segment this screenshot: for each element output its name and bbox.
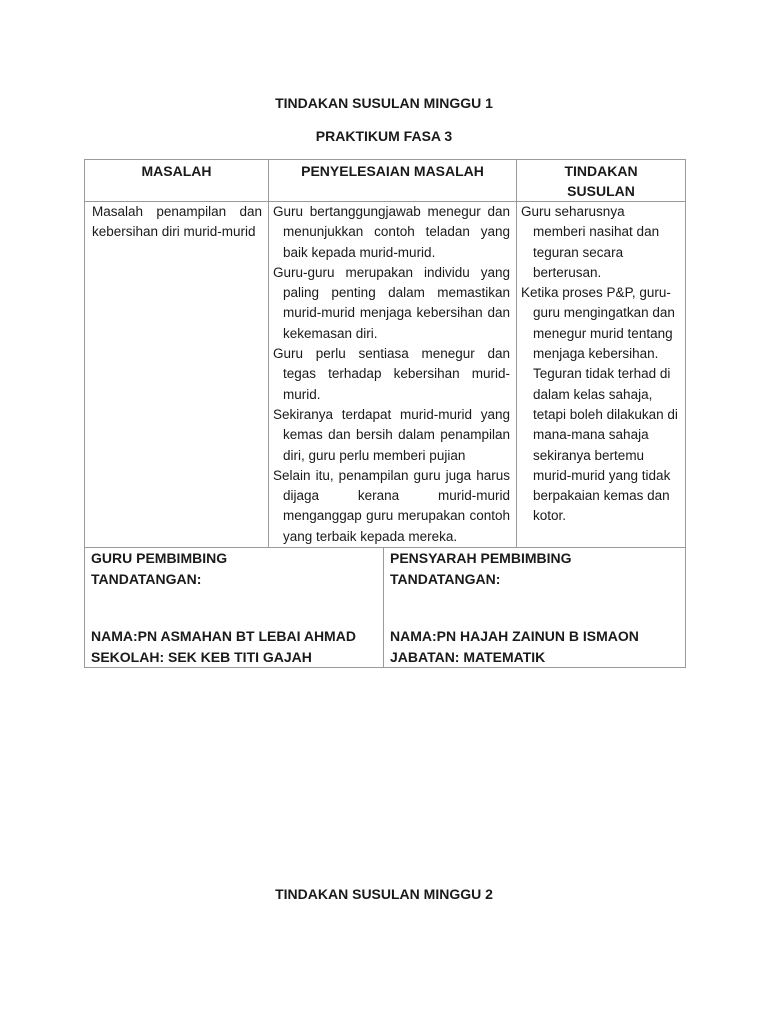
tindakan-item: Ketika proses P&P, guru-guru mengingatkan dan menegur murid tentang menjaga kebersihan. Teguran tidak terhad di dalam kelas sahaja, tetapi boleh dilakukan di mana-mana sahaja sekiranya bertemu murid-murid yang tidak berpakaian kemas dan kotor. <box>521 285 678 524</box>
table-header-row <box>85 160 686 202</box>
page-title-week-2: TINDAKAN SUSULAN MINGGU 2 <box>275 886 493 902</box>
tindakan-item: Guru seharusnya memberi nasihat dan teguran secara berterusan. <box>521 204 660 280</box>
header-penyelesaian: PENYELESAIAN MASALAH <box>269 160 517 202</box>
signature-label: TANDATANGAN: <box>390 570 501 587</box>
page-subtitle-practicum: PRAKTIKUM FASA 3 <box>315 128 453 144</box>
table-content-row <box>85 202 686 548</box>
signature-label: TANDATANGAN: <box>91 570 202 587</box>
signature-department: JABATAN: MATEMATIK <box>390 648 546 665</box>
signature-guru-pembimbing <box>85 548 384 668</box>
signature-heading: PENSYARAH PEMBIMBING <box>390 550 572 567</box>
follow-up-table <box>84 159 686 668</box>
page-title-week-1: TINDAKAN SUSULAN MINGGU 1 <box>275 95 493 111</box>
penyelesaian-item: Guru perlu sentiasa menegur dan tegas terhadap kebersihan murid-murid. <box>273 346 511 402</box>
penyelesaian-item: Guru bertanggungjawab menegur dan menunjukkan contoh teladan yang baik kepada murid-murid. <box>273 204 511 260</box>
penyelesaian-item: Guru-guru merupakan individu yang paling penting dalam memastikan murid-murid menjaga kebersihan dan kekemasan diri. <box>273 264 511 341</box>
header-masalah: MASALAH <box>85 160 269 202</box>
header-tindakan: TINDAKAN SUSULAN <box>517 160 686 202</box>
cell-masalah <box>85 202 269 548</box>
masalah-text: Masalah penampilan dan kebersihan diri murid-murid <box>92 204 262 240</box>
penyelesaian-item: Sekiranya terdapat murid-murid yang kemas dan bersih dalam penampilan diri, guru perlu memberi pujian <box>273 406 511 463</box>
signature-heading: GURU PEMBIMBING <box>91 550 228 567</box>
cell-penyelesaian <box>269 202 517 548</box>
signature-row <box>85 548 686 668</box>
cell-tindakan <box>517 202 686 548</box>
signature-school: SEKOLAH: SEK KEB TITI GAJAH <box>91 648 312 665</box>
penyelesaian-item: Selain itu, penampilan guru juga harus dijaga kerana murid-murid menganggap guru merupakan contoh yang terbaik kepada mereka. <box>273 467 511 544</box>
signature-name: NAMA:PN ASMAHAN BT LEBAI AHMAD <box>91 628 356 645</box>
signature-pensyarah-pembimbing <box>384 548 686 668</box>
signature-name: NAMA:PN HAJAH ZAINUN B ISMAON <box>390 628 639 645</box>
